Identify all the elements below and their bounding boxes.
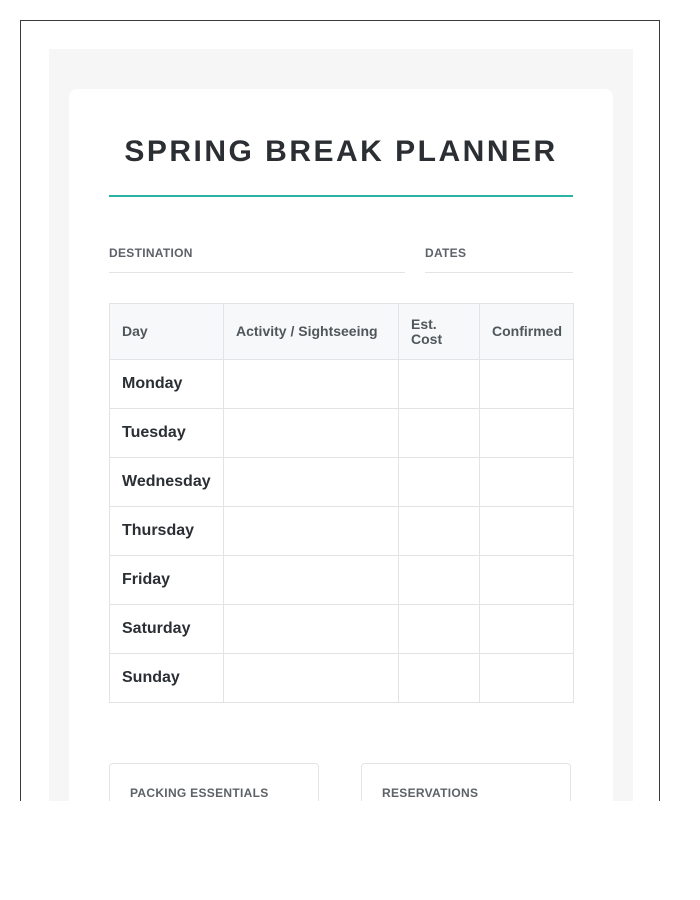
confirmed-cell[interactable] [480, 507, 574, 556]
destination-field[interactable] [109, 246, 405, 273]
table-row [110, 654, 574, 703]
reservations-title: RESERVATIONS [382, 786, 479, 800]
header-cost: Est. Cost [399, 304, 480, 360]
confirmed-cell[interactable] [480, 360, 574, 409]
table-header-row [110, 304, 574, 360]
table-row [110, 556, 574, 605]
activity-cell[interactable] [224, 507, 399, 556]
reservations-box [361, 763, 571, 801]
dates-field[interactable] [425, 246, 573, 273]
activity-cell[interactable] [224, 458, 399, 507]
table-row [110, 458, 574, 507]
day-cell: Saturday [110, 605, 224, 654]
header-confirmed: Confirmed [480, 304, 574, 360]
itinerary-table [109, 303, 574, 703]
day-cell: Thursday [110, 507, 224, 556]
table-row [110, 360, 574, 409]
day-cell: Monday [110, 360, 224, 409]
header-day: Day [110, 304, 224, 360]
activity-cell[interactable] [224, 605, 399, 654]
activity-cell[interactable] [224, 360, 399, 409]
cost-cell[interactable] [399, 605, 480, 654]
title-divider [109, 195, 573, 197]
cost-cell[interactable] [399, 654, 480, 703]
header-activity: Activity / Sightseeing [224, 304, 399, 360]
day-cell: Tuesday [110, 409, 224, 458]
table-row [110, 507, 574, 556]
day-cell: Sunday [110, 654, 224, 703]
activity-cell[interactable] [224, 654, 399, 703]
cost-cell[interactable] [399, 458, 480, 507]
day-cell: Wednesday [110, 458, 224, 507]
confirmed-cell[interactable] [480, 409, 574, 458]
day-cell: Friday [110, 556, 224, 605]
confirmed-cell[interactable] [480, 556, 574, 605]
confirmed-cell[interactable] [480, 654, 574, 703]
activity-cell[interactable] [224, 409, 399, 458]
cost-cell[interactable] [399, 360, 480, 409]
cost-cell[interactable] [399, 507, 480, 556]
cost-cell[interactable] [399, 556, 480, 605]
confirmed-cell[interactable] [480, 605, 574, 654]
packing-essentials-box [109, 763, 319, 801]
page-frame [20, 20, 660, 801]
table-row [110, 409, 574, 458]
confirmed-cell[interactable] [480, 458, 574, 507]
planner-sheet [69, 89, 613, 801]
cost-cell[interactable] [399, 409, 480, 458]
destination-label: DESTINATION [109, 246, 193, 260]
table-row [110, 605, 574, 654]
packing-essentials-title: PACKING ESSENTIALS [130, 786, 269, 800]
activity-cell[interactable] [224, 556, 399, 605]
page-title: SPRING BREAK PLANNER [124, 135, 558, 168]
dates-label: DATES [425, 246, 467, 260]
